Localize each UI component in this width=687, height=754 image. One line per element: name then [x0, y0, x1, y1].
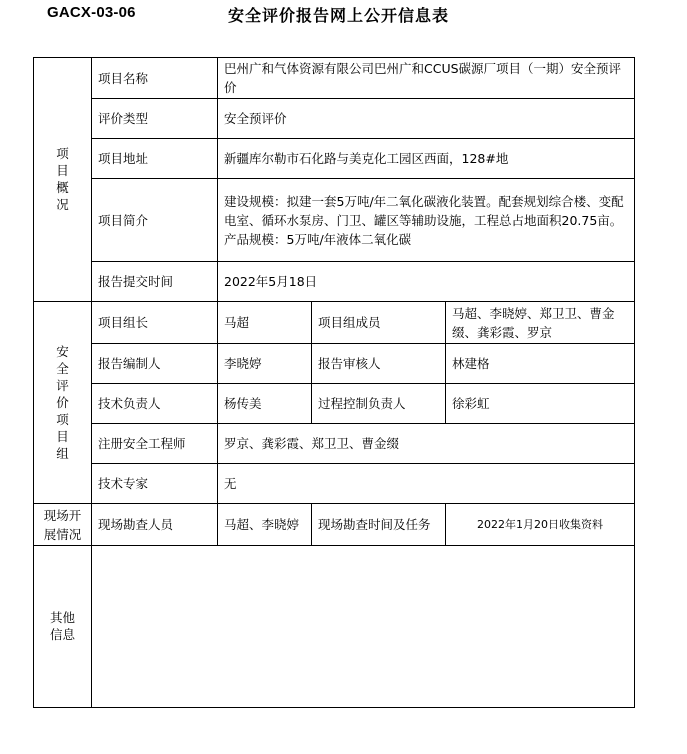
value-site-staff: 马超、李晓婷 — [218, 504, 312, 546]
summary-product: 产品规模：5万吨/年液体二氧化碳 — [224, 231, 412, 247]
row-site — [34, 504, 635, 546]
label-site-staff: 现场勘查人员 — [92, 504, 218, 546]
row-summary — [34, 179, 635, 262]
section-site: 现场开展情况 — [34, 504, 92, 546]
label-submit-time: 报告提交时间 — [92, 262, 218, 302]
section-team: 安全评价项目组 — [34, 302, 92, 504]
label-project-name: 项目名称 — [92, 58, 218, 99]
value-reviewer: 林建格 — [446, 344, 635, 384]
value-engineers: 罗京、龚彩霞、郑卫卫、曹金缀 — [218, 424, 635, 464]
label-reviewer: 报告审核人 — [312, 344, 446, 384]
value-other — [92, 546, 635, 708]
label-site-time: 现场勘查时间及任务 — [312, 504, 446, 546]
row-leader — [34, 302, 635, 344]
label-address: 项目地址 — [92, 139, 218, 179]
info-table — [33, 57, 635, 708]
value-site-time: 2022年1月20日收集资料 — [446, 504, 635, 546]
label-engineers: 注册安全工程师 — [92, 424, 218, 464]
label-summary: 项目简介 — [92, 179, 218, 262]
label-leader: 项目组长 — [92, 302, 218, 344]
summary-scale: 建设规模：拟建一套5万吨/年二氧化碳液化装置。配套规划综合楼、变配电室、循环水泵房、门卫、罐区等辅助设施，工程总占地面积20.75亩。 — [224, 193, 624, 228]
row-other — [34, 546, 635, 708]
row-submit-time — [34, 262, 635, 302]
row-address — [34, 139, 635, 179]
row-expert — [34, 464, 635, 504]
label-tech-lead: 技术负责人 — [92, 384, 218, 424]
value-summary — [218, 179, 635, 262]
value-expert: 无 — [218, 464, 635, 504]
document-code: GACX-03-06 — [47, 4, 136, 21]
value-project-name: 巴州广和气体资源有限公司巴州广和CCUS碳源厂项目（一期）安全预评价 — [218, 58, 635, 99]
value-leader: 马超 — [218, 302, 312, 344]
value-tech-lead: 杨传美 — [218, 384, 312, 424]
section-other: 其他信息 — [34, 546, 92, 708]
row-eval-type — [34, 99, 635, 139]
page-title: 安全评价报告网上公开信息表 — [228, 6, 450, 25]
row-author — [34, 344, 635, 384]
label-expert: 技术专家 — [92, 464, 218, 504]
value-eval-type: 安全预评价 — [218, 99, 635, 139]
label-eval-type: 评价类型 — [92, 99, 218, 139]
label-author: 报告编制人 — [92, 344, 218, 384]
value-address: 新疆库尔勒市石化路与美克化工园区西面，128#地 — [218, 139, 635, 179]
value-submit-time: 2022年5月18日 — [218, 262, 635, 302]
row-engineers — [34, 424, 635, 464]
value-author: 李晓婷 — [218, 344, 312, 384]
row-project-name — [34, 58, 635, 99]
value-process: 徐彩虹 — [446, 384, 635, 424]
label-process: 过程控制负责人 — [312, 384, 446, 424]
value-members: 马超、李晓婷、郑卫卫、曹金缀、龚彩霞、罗京 — [446, 302, 635, 344]
section-overview: 项目概况 — [34, 58, 92, 302]
row-tech-lead — [34, 384, 635, 424]
label-members: 项目组成员 — [312, 302, 446, 344]
